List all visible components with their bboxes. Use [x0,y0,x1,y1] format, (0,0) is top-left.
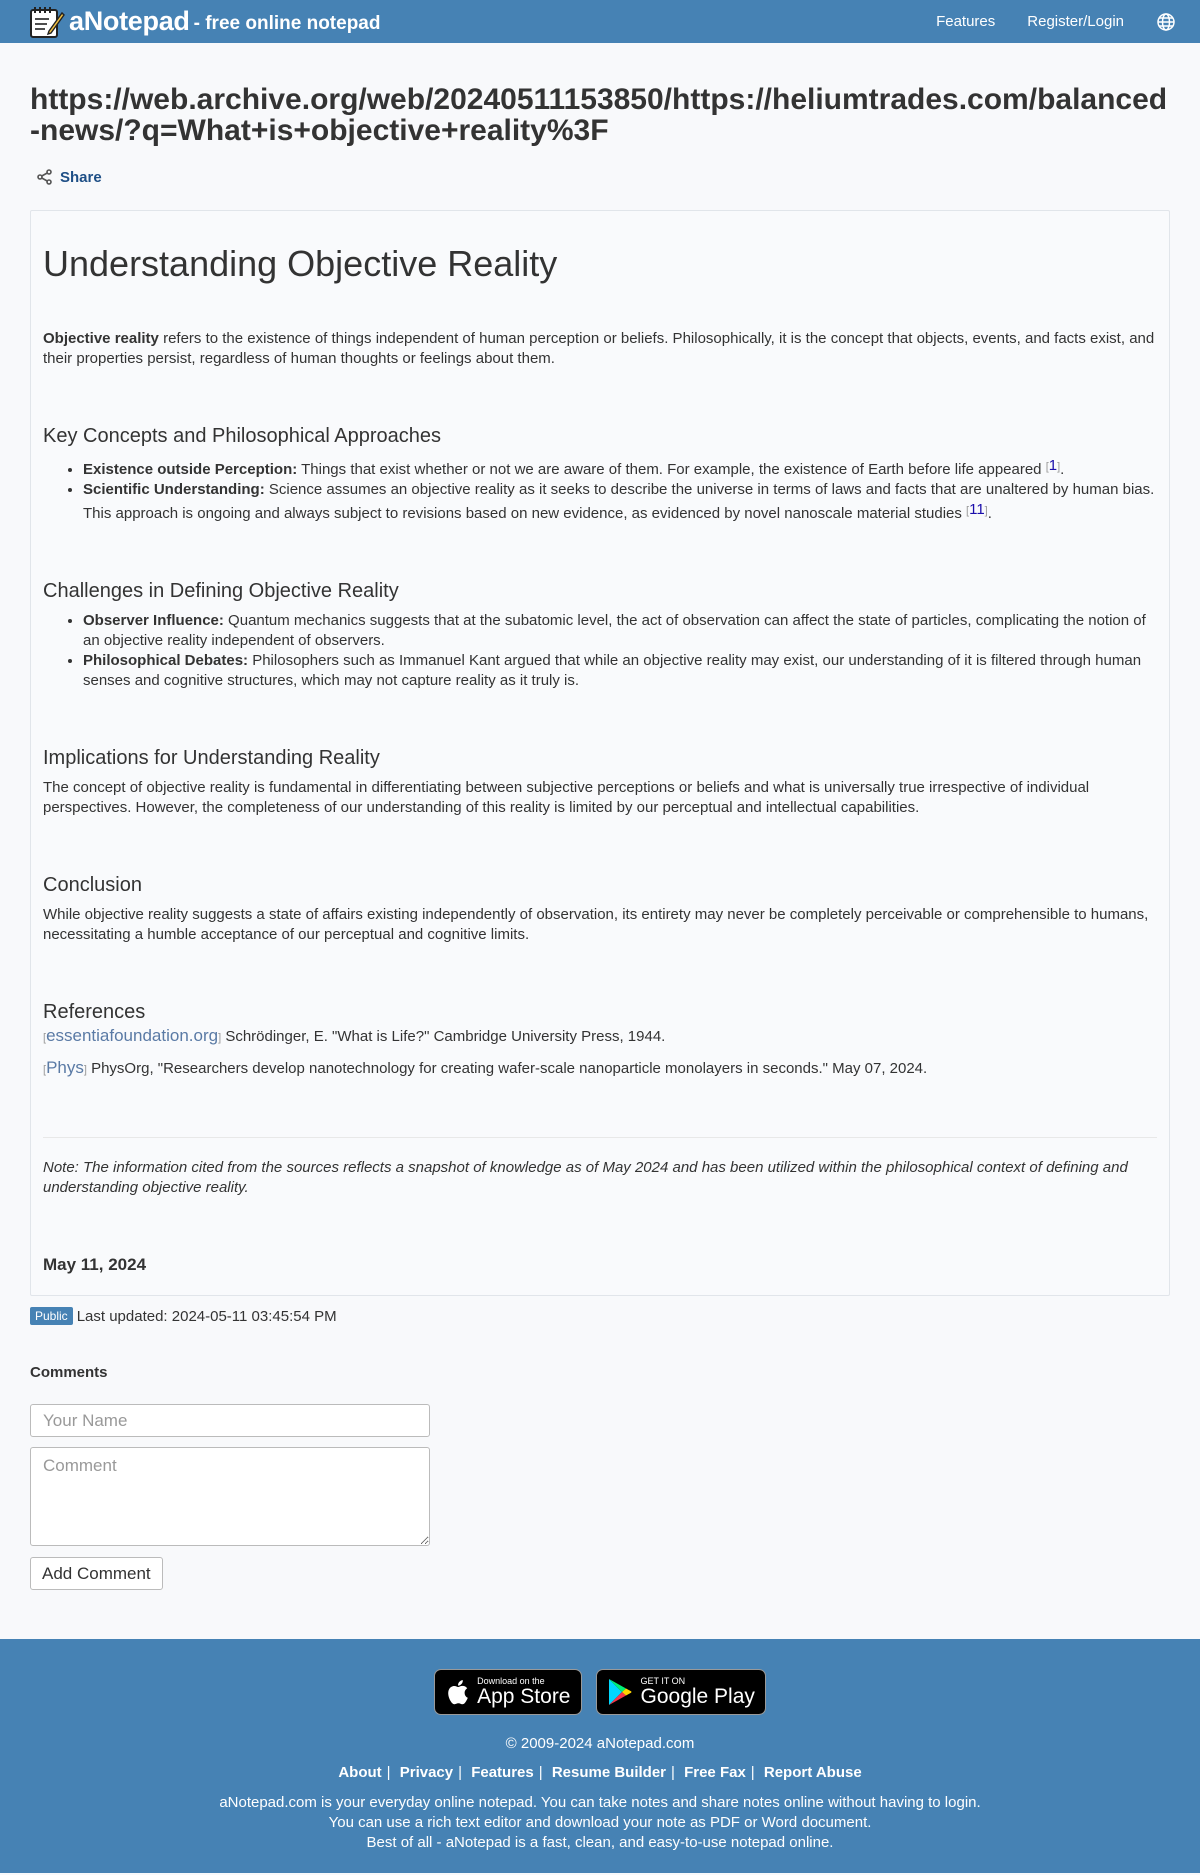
note-content [30,210,1170,1296]
citation-link[interactable]: 11 [969,501,985,518]
section-implications [43,747,1157,818]
section-title: References [43,1001,146,1023]
note-heading: Understanding Objective Reality [43,243,558,284]
challenges-list [83,611,1157,691]
footer-desc-line: You can use a rich text editor and download your note as PDF or Word document. [328,1814,872,1831]
item-bold: Observer Influence: [83,612,224,629]
note-disclaimer: Note: The information cited from the sources reflects a snapshot of knowledge as of May 2024 and has been utilized within the philosophical context of defining and understanding objective reality. [43,1159,1128,1196]
footer-resume-builder-link[interactable]: Resume Builder [551,1764,667,1781]
share-button[interactable] [36,168,102,186]
section-title: Conclusion [43,874,142,896]
app-store-button[interactable] [434,1669,581,1715]
google-play-icon [607,1678,633,1706]
footer [0,1639,1200,1873]
google-play-button[interactable] [596,1669,766,1715]
comments-title: Comments [30,1364,108,1381]
section-text: The concept of objective reality is fundamental in differentiating between subjective perceptions or beliefs and what is universally true irrespective of individual perspectives. However, the completeness of our understanding of this reality is limited by our perceptual and intellectual capabilities. [43,779,1090,816]
reference-text: Schrödinger, E. "What is Life?" Cambridge University Press, 1944. [221,1028,666,1045]
item-text: Science assumes an objective reality as it seeks to describe the universe in terms of laws and facts that are unaltered by human bias. This approach is ongoing and always subject to revisions based on new evidence, as evidenced by novel nanoscale material studies [83,481,1155,522]
reference-text: PhysOrg, "Researchers develop nanotechnology for creating wafer-scale nanoparticle monolayers in seconds." May 07, 2024. [86,1060,928,1077]
reference-link[interactable]: Phys [46,1058,84,1077]
list-item: • Existence outside Perception: Things that exist whether or not we are aware of them. For example, the existence of Earth before life appeared [1]. [83,456,1157,480]
globe-icon[interactable] [1156,12,1176,32]
section-title: Implications for Understanding Reality [43,747,380,769]
status-badge: Public [30,1307,73,1325]
item-bold: Scientific Understanding: [83,481,265,498]
section-key-concepts [43,425,1157,524]
list-item: • Scientific Understanding: Science assumes an objective reality as it seeks to describe the universe in terms of laws and facts that are unaltered by human bias. This approach is ongoing and always subject to revisions based on new evidence, as evidenced by novel nanoscale material studies [11]. [83,480,1157,524]
last-updated: Last updated: 2024-05-11 03:45:54 PM [76,1307,337,1325]
key-concepts-list [83,456,1157,524]
item-bold: Existence outside Perception: [83,461,298,478]
store-badges [0,1669,1200,1715]
google-play-big: Google Play [640,1685,755,1708]
nav-right [936,12,1176,32]
list-item [83,651,1157,691]
navbar [0,0,1200,43]
add-comment-button[interactable]: Add Comment [30,1557,163,1590]
brand-name: aNotepad [69,6,190,36]
footer-free-fax-link[interactable]: Free Fax [684,1764,746,1781]
notepad-logo-icon [29,5,65,39]
google-play-small: GET IT ON [640,1676,686,1686]
copyright: © 2009-2024 aNotepad.com [505,1735,695,1752]
citation-link[interactable]: 1 [1048,457,1058,474]
citation: [1] [1045,457,1061,474]
citation: [11] [966,501,988,518]
footer-links: About | Privacy | Features | Resume Builder | Free Fax | Report Abuse [338,1764,862,1781]
reference-item: [Phys] PhysOrg, "Researchers develop nanotechnology for creating wafer-scale nanoparticle monolayers in seconds." May 07, 2024. [43,1058,928,1077]
section-text: While objective reality suggests a state of affairs existing independently of observation, its entirety may never be completely perceivable or comprehensible to humans, necessitating a humble acceptance of our perceptual and cognitive limits. [43,906,1149,943]
footer-privacy-link[interactable]: Privacy [399,1764,454,1781]
section-title: Key Concepts and Philosophical Approaches [43,425,442,447]
footer-features-link[interactable]: Features [471,1764,534,1781]
reference-item: [essentiafoundation.org] Schrödinger, E. "What is Life?" Cambridge University Press, 1944. [43,1026,666,1045]
section-challenges [43,580,1157,691]
list-item [83,611,1157,651]
item-bold: Philosophical Debates: [83,652,249,669]
item-text: Things that exist whether or not we are aware of them. For example, the existence of Earth before life appeared [297,461,1046,478]
intro-paragraph [43,329,1157,369]
intro-text: refers to the existence of things independent of human perception or beliefs. Philosophically, it is the concept that objects, events, and facts exist, and their properties persist, regardless of human thoughts or feelings about them. [43,330,1155,367]
item-text: Philosophers such as Immanuel Kant argued that while an objective reality may exist, our understanding of it is filtered through human senses and cognitive structures, which may not capture reality as it truly is. [83,652,1142,689]
share-icon [36,168,54,186]
comment-textarea[interactable] [30,1447,430,1546]
footer-desc-line: Best of all - aNotepad is a fast, clean, and easy-to-use notepad online. [366,1834,834,1851]
apple-icon [445,1678,469,1706]
section-references [43,1001,1157,1080]
divider [43,1137,1157,1138]
main-container [0,84,1200,1590]
reference-link[interactable]: essentiafoundation.org [46,1026,219,1045]
section-title: Challenges in Defining Objective Reality [43,580,399,602]
intro-bold: Objective reality [43,330,159,347]
nav-register-login-link[interactable]: Register/Login [1027,13,1124,30]
brand-tagline: - free online notepad [193,12,381,34]
brand-link[interactable] [29,5,380,39]
section-conclusion [43,874,1157,945]
app-store-big: App Store [477,1685,571,1708]
footer-about-link[interactable]: About [338,1764,382,1781]
nav-features-link[interactable]: Features [936,13,996,30]
app-store-small: Download on the [477,1676,545,1686]
footer-desc-line: aNotepad.com is your everyday online notepad. You can take notes and share notes online without having to login. [219,1794,981,1811]
name-input[interactable] [30,1404,430,1437]
item-text: Quantum mechanics suggests that at the subatomic level, the act of observation can affect the state of particles, complicating the notion of an objective reality independent of observers. [83,612,1146,649]
note-meta [30,1307,1170,1325]
note-url-title: https://web.archive.org/web/20240511153850/https://heliumtrades.com/balanced-news/?q=What+is+objective+reality%3F [30,83,1168,147]
note-date: May 11, 2024 [43,1255,147,1274]
footer-report-abuse-link[interactable]: Report Abuse [763,1764,862,1781]
share-label: Share [60,168,102,186]
footer-description [0,1793,1200,1853]
